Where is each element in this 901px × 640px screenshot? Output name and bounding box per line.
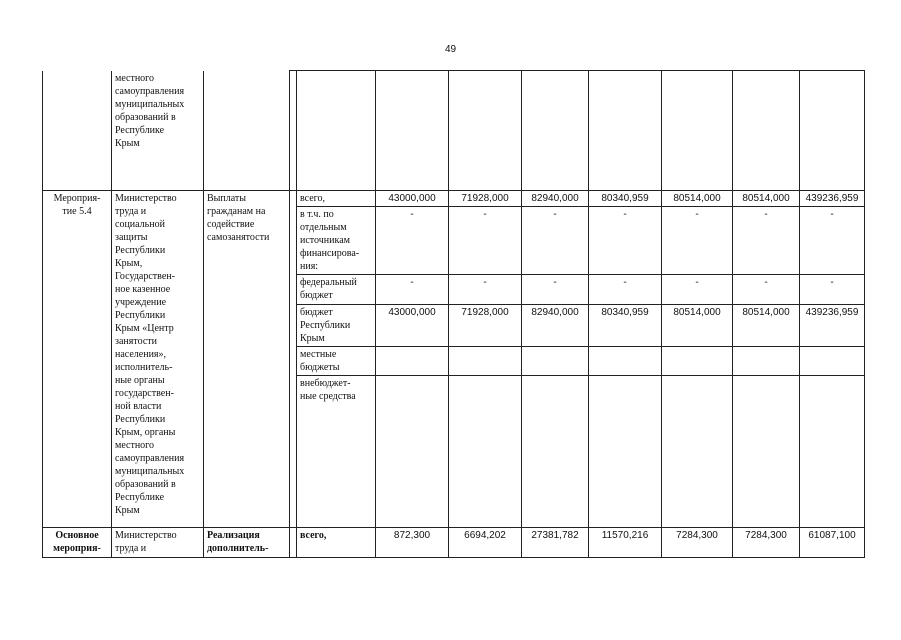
value-cell: -	[376, 207, 449, 275]
executor-cell: Министерство труда и социальной защиты Республики Крым, Государствен- ное казенное учреждение Республики Крым «Центр занятости населения», исполнитель- ные органы государствен- ной власти Республики Крым, органы местного самоуправления муниципальных образований в Республике Крым	[112, 191, 204, 528]
value-cell	[376, 376, 449, 528]
value-cell: -	[662, 207, 733, 275]
value-cell	[800, 347, 865, 376]
measure-code-cell: Мероприя- тие 5.4	[43, 191, 112, 528]
value-cell: -	[662, 275, 733, 305]
measure-code-cell: Основное мероприя-	[43, 528, 112, 558]
value-cell	[733, 347, 800, 376]
value-cell: 82940,000	[522, 305, 589, 347]
measure-name-cell: Выплаты гражданам на содействие самозанятости	[204, 191, 290, 528]
page-number: 49	[444, 44, 457, 55]
value-cell	[662, 347, 733, 376]
executor-cell: местного самоуправления муниципальных образований в Республике Крым	[112, 71, 204, 191]
value-cell: 80514,000	[733, 191, 800, 207]
value-cell: 7284,300	[733, 528, 800, 558]
table-row	[43, 191, 865, 207]
measure-name-cell: Реализация дополнитель-	[204, 528, 290, 558]
value-cell	[589, 376, 662, 528]
value-cell: 80514,000	[662, 191, 733, 207]
funding-source-cell: внебюджет- ные средства	[297, 376, 376, 528]
value-cell: 61087,100	[800, 528, 865, 558]
value-cell: -	[449, 275, 522, 305]
value-cell	[733, 376, 800, 528]
value-cell: -	[376, 275, 449, 305]
value-cell: -	[733, 275, 800, 305]
value-cell	[376, 347, 449, 376]
value-cell: 439236,959	[800, 305, 865, 347]
table-row	[43, 528, 865, 558]
value-cell: 6694,202	[449, 528, 522, 558]
funding-source-cell: бюджет Республики Крым	[297, 305, 376, 347]
value-cell: 11570,216	[589, 528, 662, 558]
funding-source-cell: всего,	[297, 528, 376, 558]
value-cell	[522, 376, 589, 528]
value-cell: 872,300	[376, 528, 449, 558]
funding-source-cell: в т.ч. по отдельным источникам финансирова- ния:	[297, 207, 376, 275]
table-row-continuation	[43, 71, 865, 191]
value-cell	[449, 347, 522, 376]
value-cell: 80514,000	[662, 305, 733, 347]
value-cell: 7284,300	[662, 528, 733, 558]
value-cell: 80340,959	[589, 191, 662, 207]
funding-source-cell: всего,	[297, 191, 376, 207]
value-cell	[589, 347, 662, 376]
value-cell: 80340,959	[589, 305, 662, 347]
budget-table	[42, 70, 865, 558]
value-cell: 80514,000	[733, 305, 800, 347]
value-cell: -	[733, 207, 800, 275]
value-cell: -	[800, 207, 865, 275]
executor-cell: Министерство труда и	[112, 528, 204, 558]
value-cell: -	[800, 275, 865, 305]
value-cell: 71928,000	[449, 191, 522, 207]
value-cell	[800, 376, 865, 528]
value-cell: 43000,000	[376, 191, 449, 207]
value-cell: 71928,000	[449, 305, 522, 347]
value-cell: -	[522, 207, 589, 275]
value-cell: -	[589, 275, 662, 305]
value-cell	[662, 376, 733, 528]
value-cell: -	[522, 275, 589, 305]
value-cell: 439236,959	[800, 191, 865, 207]
value-cell: -	[589, 207, 662, 275]
value-cell: 43000,000	[376, 305, 449, 347]
value-cell: -	[449, 207, 522, 275]
value-cell	[522, 347, 589, 376]
funding-source-cell: местные бюджеты	[297, 347, 376, 376]
value-cell: 82940,000	[522, 191, 589, 207]
value-cell	[449, 376, 522, 528]
funding-source-cell: федеральный бюджет	[297, 275, 376, 305]
value-cell: 27381,782	[522, 528, 589, 558]
